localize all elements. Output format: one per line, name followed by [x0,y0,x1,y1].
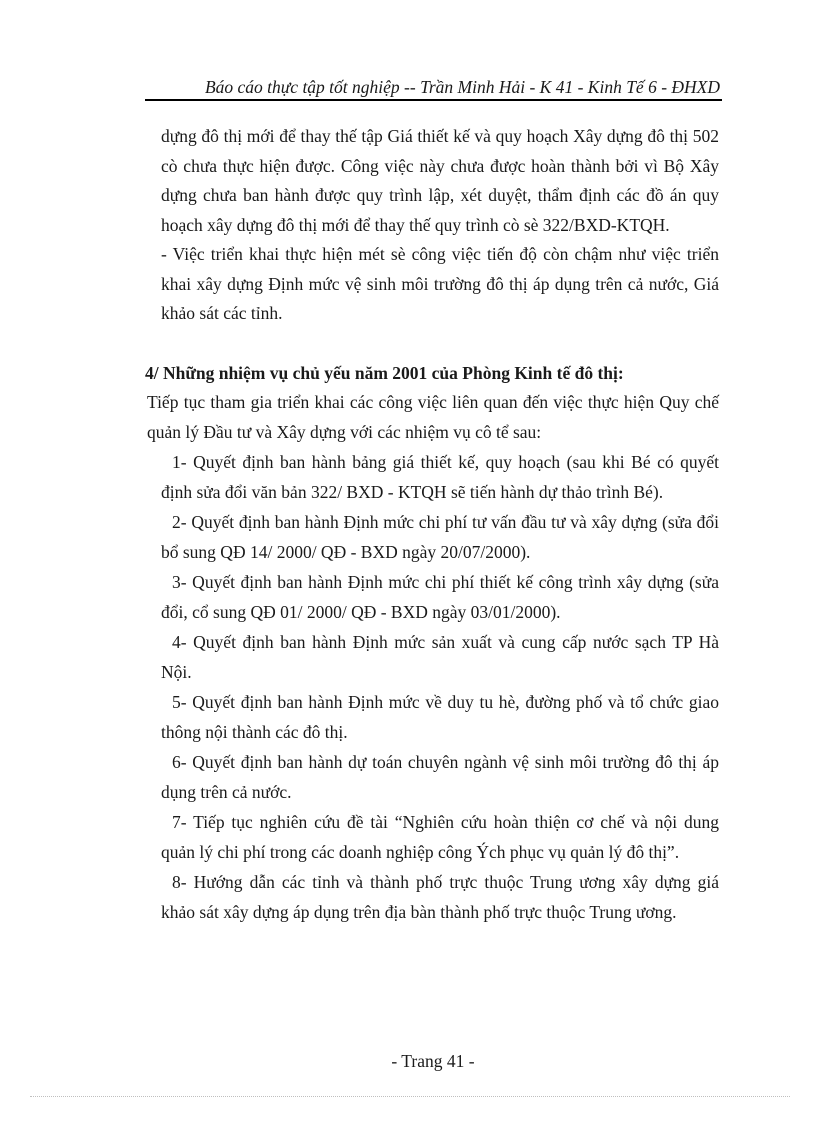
task-item-8: 8- Hướng dẫn các tỉnh và thành phố trực thuộc Trung ương xây dựng giá khảo sát xây dựng áp dụng trên địa bàn thành phố trực thuộc Trung ương. [161,872,719,922]
page-number: - Trang 41 - [391,1051,475,1071]
task-item-5: 5- Quyết định ban hành Định mức về duy tu hè, đường phố và tổ chức giao thông nội thành các đô thị. [161,692,719,742]
bottom-dotted-rule [30,1096,790,1097]
task-item-1: 1- Quyết định ban hành bảng giá thiết kế, quy hoạch (sau khi Bé có quyết định sửa đổi văn bản 322/ BXD - KTQH sẽ tiến hành dự thảo trình Bé). [161,452,719,502]
running-header: Báo cáo thực tập tốt nghiệp -- Trần Minh Hải - K 41 - Kinh Tế 6 - ĐHXD [204,77,720,97]
task-item-6: 6- Quyết định ban hành dự toán chuyên ngành vệ sinh môi trường đô thị áp dụng trên cả nước. [161,752,719,802]
paragraph-progress-note: - Việc triển khai thực hiện mét sè công việc tiến độ còn chậm như việc triển khai xây dựng Định mức vệ sinh môi trường đô thị áp dụng trên cả nước, Giá khảo sát các tỉnh. [161,244,719,323]
section-heading: 4/ Những nhiệm vụ chủ yếu năm 2001 của Phòng Kinh tế đô thị: [145,362,624,383]
document-body [145,122,719,927]
task-item-3: 3- Quyết định ban hành Định mức chi phí thiết kế công trình xây dựng (sửa đổi, cổ sung QĐ 01/ 2000/ QĐ - BXD ngày 03/01/2000). [161,572,719,622]
header-rule [145,99,722,101]
paragraph-continuation: dựng đô thị mới để thay thế tập Giá thiết kế và quy hoạch Xây dựng đô thị 502 cò chưa thực hiện được. Công việc này chưa được hoàn thành bởi vì Bộ Xây dựng chưa ban hành được quy trình lập, xét duyệt, thẩm định các đồ án quy hoạch xây dựng đô thị mới để thay thế quy trình cò sè 322/BXD-KTQH. [161,126,719,235]
task-item-7: 7- Tiếp tục nghiên cứu đề tài “Nghiên cứu hoàn thiện cơ chế và nội dung quản lý chi phí trong các doanh nghiệp công Ých phục vụ quản lý đô thị”. [161,812,719,862]
task-item-2: 2- Quyết định ban hành Định mức chi phí tư vấn đầu tư và xây dựng (sửa đổi bổ sung QĐ 14/ 2000/ QĐ - BXD ngày 20/07/2000). [161,512,719,562]
task-item-4: 4- Quyết định ban hành Định mức sản xuất và cung cấp nước sạch TP Hà Nội. [161,632,719,682]
section-intro: Tiếp tục tham gia triển khai các công việc liên quan đến việc thực hiện Quy chế quản lý Đầu tư và Xây dựng với các nhiệm vụ cô tể sau: [147,392,719,442]
